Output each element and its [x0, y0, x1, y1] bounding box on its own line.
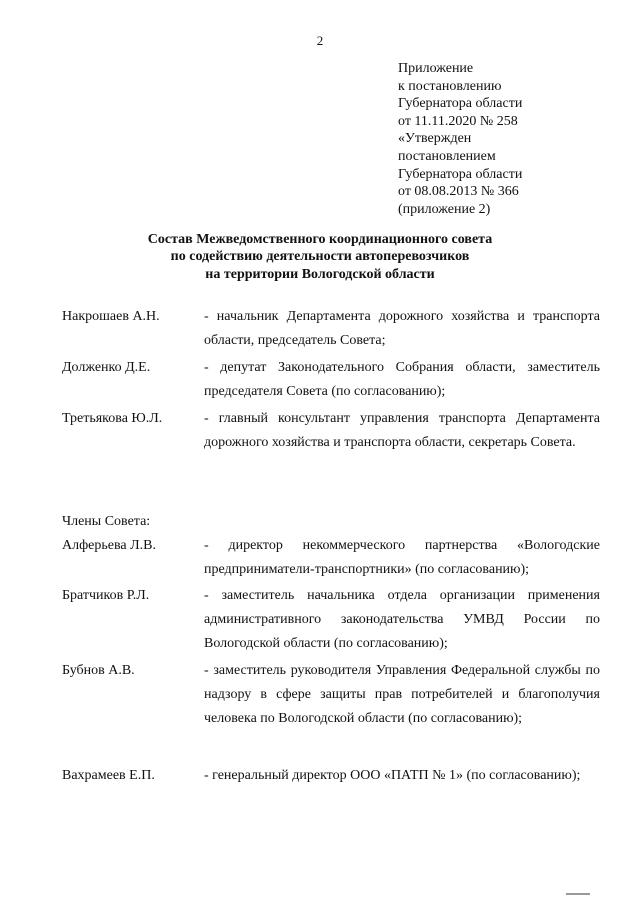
appendix-line: к постановлению — [398, 78, 502, 94]
appendix-line: (приложение 2) — [398, 201, 491, 217]
document-title — [0, 231, 640, 283]
member-name: Третьякова Ю.Л. — [62, 411, 163, 426]
member-role: - главный консультант управления транспорта Департамента дорожного хозяйства и транспорта области, секретарь Совета. — [204, 411, 600, 450]
appendix-block — [398, 60, 628, 218]
scan-artifact — [566, 893, 590, 895]
member-name: Вахрамеев Е.П. — [62, 768, 155, 783]
member-name: Алферьева Л.В. — [62, 538, 156, 553]
member-name: Накрошаев А.Н. — [62, 309, 160, 324]
member-name: Долженко Д.Е. — [62, 360, 151, 375]
member-role: - заместитель руководителя Управления Федеральной службы по надзору в сфере защиты прав потребителей и благополучия человека по Вологодской области (по согласованию); — [204, 663, 600, 726]
appendix-line: постановлением — [398, 148, 496, 164]
appendix-line: Приложение — [398, 61, 474, 76]
appendix-line: от 08.08.2013 № 366 — [398, 184, 519, 200]
members-heading: Члены Совета: — [62, 514, 151, 529]
member-role: - начальник Департамента дорожного хозяйства и транспорта области, председатель Совета; — [204, 309, 600, 348]
member-role: - заместитель начальника отдела организации применения административного законодательства УМВД России по Вологодской области (по согласованию); — [204, 588, 600, 651]
appendix-line: Губернатора области — [398, 166, 523, 182]
appendix-line: Губернатора области — [398, 96, 523, 112]
appendix-line: от 11.11.2020 № 258 — [398, 113, 518, 129]
title-line: на территории Вологодской области — [205, 266, 435, 282]
title-line: Состав Межведомственного координационного совета — [147, 232, 493, 247]
member-role: - директор некоммерческого партнерства «Вологодские предприниматели-транспортники» (по согласованию); — [204, 538, 600, 577]
member-name: Бубнов А.В. — [62, 663, 135, 678]
page-number: 2 — [316, 33, 324, 48]
title-line: по содействию деятельности автоперевозчиков — [170, 249, 470, 265]
appendix-line: «Утвержден — [398, 131, 472, 147]
member-role: - генеральный директор ООО «ПАТП № 1» (по согласованию); — [204, 768, 581, 783]
member-name: Братчиков Р.Л. — [62, 588, 150, 603]
member-role: - депутат Законодательного Собрания области, заместитель председателя Совета (по согласованию); — [204, 360, 600, 399]
